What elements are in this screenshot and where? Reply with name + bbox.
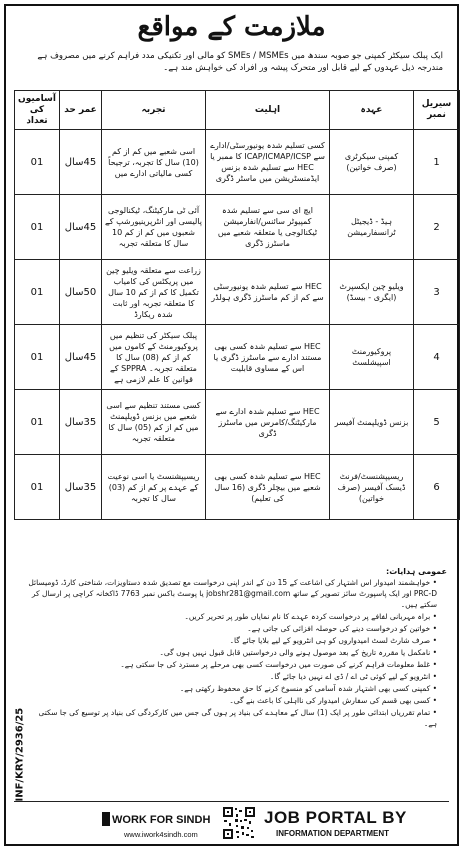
- cell-serial: 5: [414, 390, 460, 455]
- cell-age: 45سال: [60, 130, 102, 195]
- work-for-sindh-logo-icon: [102, 812, 110, 826]
- header-age: عمر حد: [60, 91, 102, 130]
- cell-vacancies: 01: [15, 195, 60, 260]
- cell-post: ریسیپشنسٹ/فرنٹ ڈیسک آفیسر (صرف خواتین): [330, 455, 414, 520]
- cell-post: پروکیورمنٹ اسپیشلسٹ: [330, 325, 414, 390]
- cell-serial: 4: [414, 325, 460, 390]
- website-link[interactable]: www.iwork4sindh.com: [124, 830, 198, 839]
- table-row: [15, 390, 460, 455]
- table-row: [15, 455, 460, 520]
- cell-experience: کسی مستند تنظیم سے اسی شعبے میں بزنس ڈویلپمنٹ میں کم از کم (05) سال کا متعلقہ تجربہ: [102, 390, 206, 455]
- footer: [14, 801, 449, 846]
- cell-post: ہیڈ - ڈیجیٹل ٹرانسفارمیشن: [330, 195, 414, 260]
- table-header-row: [15, 91, 460, 130]
- cell-vacancies: 01: [15, 325, 60, 390]
- list-item: • خواتین کو درخواست دینے کی حوصلہ افزائی کی جاتی ہے۔: [28, 623, 437, 634]
- list-item: • کمپنی کسی بھی اشتہار شدہ آسامی کو منسوخ کرنے کا حق محفوظ رکھتی ہے۔: [28, 683, 437, 694]
- table-row: [15, 260, 460, 325]
- header-experience: تجربہ: [102, 91, 206, 130]
- job-advertisement: [4, 4, 459, 846]
- list-item: • نامکمل یا مقررہ تاریخ کے بعد موصول ہونے والی درخواستیں قابل قبول نہیں ہوں گی۔: [28, 647, 437, 658]
- header-qualification: اہلیت: [206, 91, 330, 130]
- cell-experience: پبلک سیکٹر کی تنظیم میں پروکیورمنٹ کے کاموں میں کم از کم (08) سال کا متعلقہ تجربہ۔ SPPRA کے قوانین کا علم لازمی ہے: [102, 325, 206, 390]
- list-item: • صرف شارٹ لسٹ امیدواروں کو ہی انٹرویو کے لیے بلایا جائے گا۔: [28, 635, 437, 646]
- cell-vacancies: 01: [15, 260, 60, 325]
- cell-post: بزنس ڈویلپمنٹ آفیسر: [330, 390, 414, 455]
- header-vacancies: آسامیوں کی تعداد: [15, 91, 60, 130]
- header-post: عہدہ: [330, 91, 414, 130]
- intro-text: ایک پبلک سیکٹر کمپنی جو صوبہ سندھ میں SMEs / MSMEs کو مالی اور تکنیکی مدد فراہم کرنے میں مصروف ہے مندرجہ ذیل عہدوں کے لیے قابل اور متحرک پیشہ ور افراد کی خواہش مند ہے۔: [37, 51, 443, 73]
- instructions-heading: عمومی ہدایات:: [386, 567, 447, 576]
- list-item: • خواہشمند امیدوار اس اشتہار کی اشاعت کے 15 دن کے اندر اپنی درخواست مع تصدیق شدہ دستاویزات، شناختی کارڈ، ڈومیسائل PRC-D اور ایک پاسپورٹ سائز تصویر کے ساتھ jobshr281@gmail.com یا پوسٹ باکس نمبر 7763 ڈاکخانہ کراچی پر ارسال کر سکتے ہیں۔: [28, 577, 437, 610]
- cell-post: کمپنی سیکرٹری (صرف خواتین): [330, 130, 414, 195]
- cell-qualification: HEC سے تسلیم شدہ یونیورسٹی سے کم از کم ماسٹرز ڈگری ہولڈر: [206, 260, 330, 325]
- cell-vacancies: 01: [15, 130, 60, 195]
- header-serial: سیریل نمبر: [414, 91, 460, 130]
- cell-vacancies: 01: [15, 455, 60, 520]
- cell-serial: 3: [414, 260, 460, 325]
- cell-qualification: کسی تسلیم شدہ یونیورسٹی/ادارے سے ICAP/ICMAP/ICSP کا ممبر یا HEC سے تسلیم شدہ بزنس ایڈمنسٹریشن میں ماسٹر ڈگری: [206, 130, 330, 195]
- list-item: • غلط معلومات فراہم کرنے کی صورت میں درخواست کسی بھی مرحلے پر مسترد کی جا سکتی ہے۔: [28, 659, 437, 670]
- job-portal-label: JOB PORTAL BY: [264, 808, 407, 827]
- cell-experience: زراعت سے متعلقہ ویلیو چین میں پریکٹس کی کامیاب تکمیل کا کم از کم 10 سال کا متعلقہ تجربہ اور ثابت شدہ ریکارڈ: [102, 260, 206, 325]
- instructions-list: [28, 577, 447, 729]
- work-for-sindh-label: WORK FOR SINDH: [112, 814, 211, 826]
- cell-post: ویلیو چین ایکسپرٹ (ایگری - بیسڈ): [330, 260, 414, 325]
- list-item: • براہ مہربانی لفافے پر درخواست کردہ عہدے کا نام نمایاں طور پر تحریر کریں۔: [28, 611, 437, 622]
- information-department-label: INFORMATION DEPARTMENT: [276, 829, 390, 838]
- cell-age: 35سال: [60, 390, 102, 455]
- cell-age: 50سال: [60, 260, 102, 325]
- side-code-strip: [12, 696, 28, 806]
- ad-title: ملازمت کے مواقع: [137, 12, 326, 42]
- cell-serial: 6: [414, 455, 460, 520]
- cell-experience: ریسیپشنسٹ یا اسی نوعیت کے عہدے پر کم از کم (03) سال کا تجربہ: [102, 455, 206, 520]
- list-item: • انٹرویو کے لیے کوئی ٹی اے / ڈی اے نہیں دیا جائے گا۔: [28, 671, 437, 682]
- qr-code-icon: [222, 806, 256, 840]
- table-row: [15, 130, 460, 195]
- table-row: [15, 195, 460, 260]
- cell-age: 45سال: [60, 195, 102, 260]
- vacancies-table: [14, 90, 460, 520]
- cell-qualification: HEC سے تسلیم شدہ کسی بھی مستند ادارے سے ماسٹرز ڈگری یا اس کے مساوی قابلیت: [206, 325, 330, 390]
- list-item: • کسی بھی قسم کی سفارش امیدوار کی نااہلی کا باعث بنے گی۔: [28, 695, 437, 706]
- cell-vacancies: 01: [15, 390, 60, 455]
- ad-reference-code: INF/KRY/2936/25: [14, 707, 26, 802]
- cell-experience: اسی شعبے میں کم از کم (10) سال کا تجربہ، ترجیحاً کسی مالیاتی ادارے میں: [102, 130, 206, 195]
- cell-serial: 1: [414, 130, 460, 195]
- general-instructions: [28, 566, 447, 796]
- cell-qualification: HEC سے تسلیم شدہ ادارے سے مارکیٹنگ/کامرس میں ماسٹرز ڈگری: [206, 390, 330, 455]
- table-row: [15, 325, 460, 390]
- list-item: • تمام تقرریاں ابتدائی طور پر ایک (1) سال کے معاہدے کی بنیاد پر ہوں گی جس میں کارکردگی کی بنیاد پر توسیع کی جا سکتی ہے۔: [28, 707, 437, 729]
- cell-age: 45سال: [60, 325, 102, 390]
- cell-qualification: HEC سے تسلیم شدہ کسی بھی شعبے میں بیچلر ڈگری (16 سال کی تعلیم): [206, 455, 330, 520]
- cell-age: 35سال: [60, 455, 102, 520]
- cell-qualification: ایچ ای سی سے تسلیم شدہ کمپیوٹر سائنس/انفارمیشن ٹیکنالوجی یا متعلقہ شعبے میں ماسٹرز ڈگری: [206, 195, 330, 260]
- cell-experience: آئی ٹی مارکیٹنگ، ٹیکنالوجی پالیسی اور انٹرپرینیورشپ کے شعبوں میں کم از کم 10 سال کا متعلقہ تجربہ: [102, 195, 206, 260]
- cell-serial: 2: [414, 195, 460, 260]
